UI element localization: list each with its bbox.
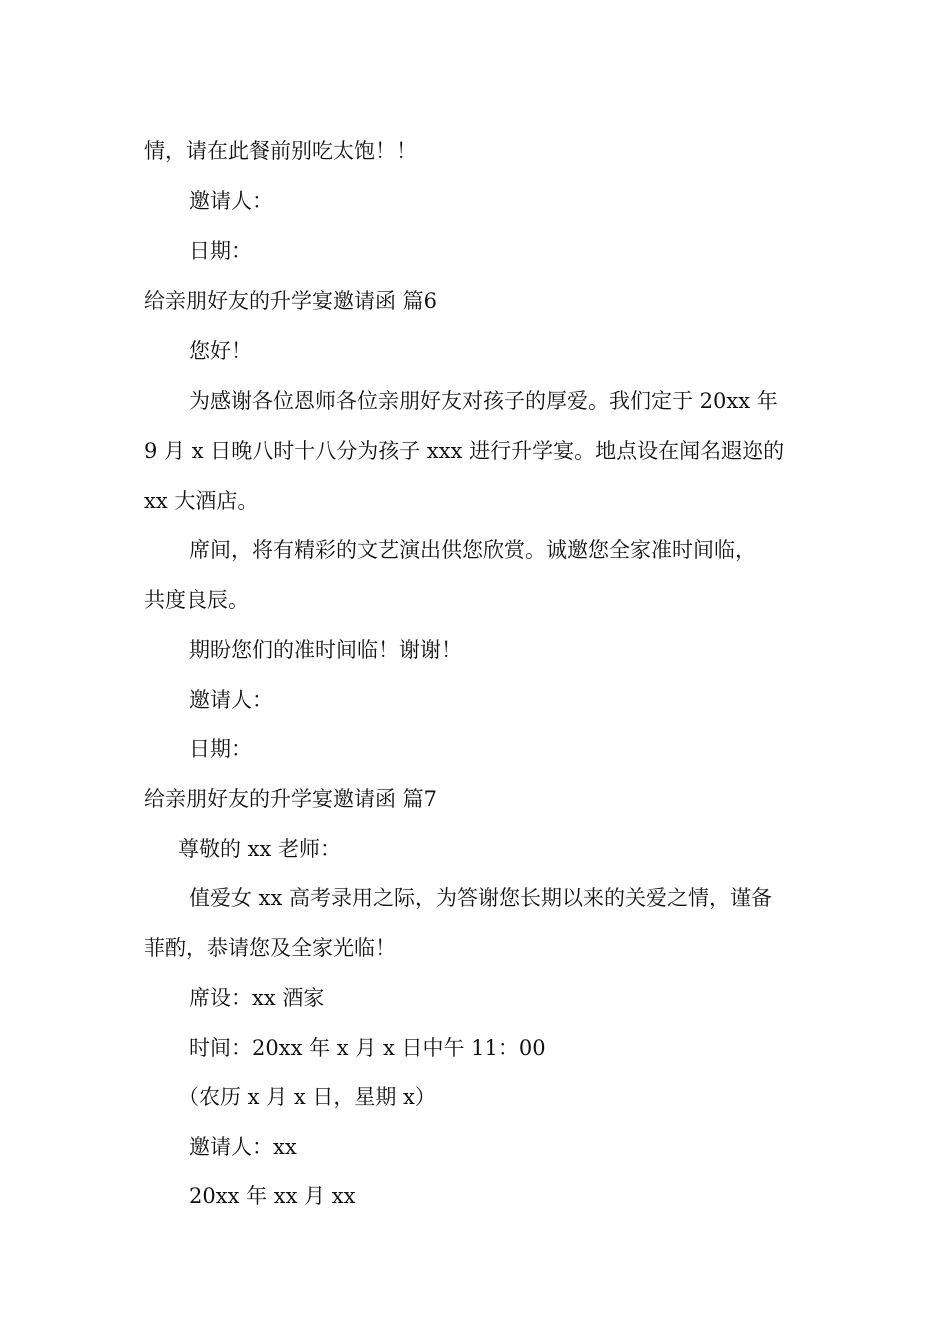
time-line: 时间：20xx 年 x 月 x 日中午 11：00: [189, 1036, 546, 1060]
paragraph-continuation: 情，请在此餐前别吃太饱！！: [144, 139, 417, 163]
date-label: 日期：: [189, 239, 252, 263]
inviter-label: 邀请人：: [189, 688, 273, 712]
inviter-line: 邀请人：xx: [189, 1135, 297, 1159]
venue-line: 席设：xx 酒家: [189, 986, 325, 1010]
inviter-label: 邀请人：: [189, 189, 273, 213]
body-paragraph-line: 9 月 x 日晚八时十八分为孩子 xxx 进行升学宴。地点设在闻名遐迩的: [144, 439, 785, 463]
signature-date-line: 20xx 年 xx 月 xx: [189, 1184, 356, 1208]
body-paragraph-line: 值爱女 xx 高考录用之际，为答谢您长期以来的关爱之情，谨备: [189, 886, 773, 910]
body-paragraph-line: 菲酌，恭请您及全家光临！: [144, 936, 396, 960]
lunar-date-line: （农历 x 月 x 日，星期 x）: [178, 1085, 436, 1109]
section-heading-7: 给亲朋好友的升学宴邀请函 篇7: [144, 787, 438, 811]
date-label: 日期：: [189, 737, 252, 761]
body-paragraph-line: 共度良辰。: [144, 588, 249, 612]
closing-line: 期盼您们的准时间临！谢谢！: [189, 638, 462, 662]
body-paragraph-line: 为感谢各位恩师各位亲朋好友对孩子的厚爱。我们定于 20xx 年: [189, 389, 778, 413]
salutation: 尊敬的 xx 老师：: [178, 837, 342, 861]
section-heading-6: 给亲朋好友的升学宴邀请函 篇6: [144, 289, 438, 313]
body-paragraph-line: xx 大酒店。: [144, 489, 259, 513]
greeting: 您好！: [189, 339, 252, 363]
body-paragraph-line: 席间，将有精彩的文艺演出供您欣赏。诚邀您全家准时间临，: [189, 538, 756, 562]
